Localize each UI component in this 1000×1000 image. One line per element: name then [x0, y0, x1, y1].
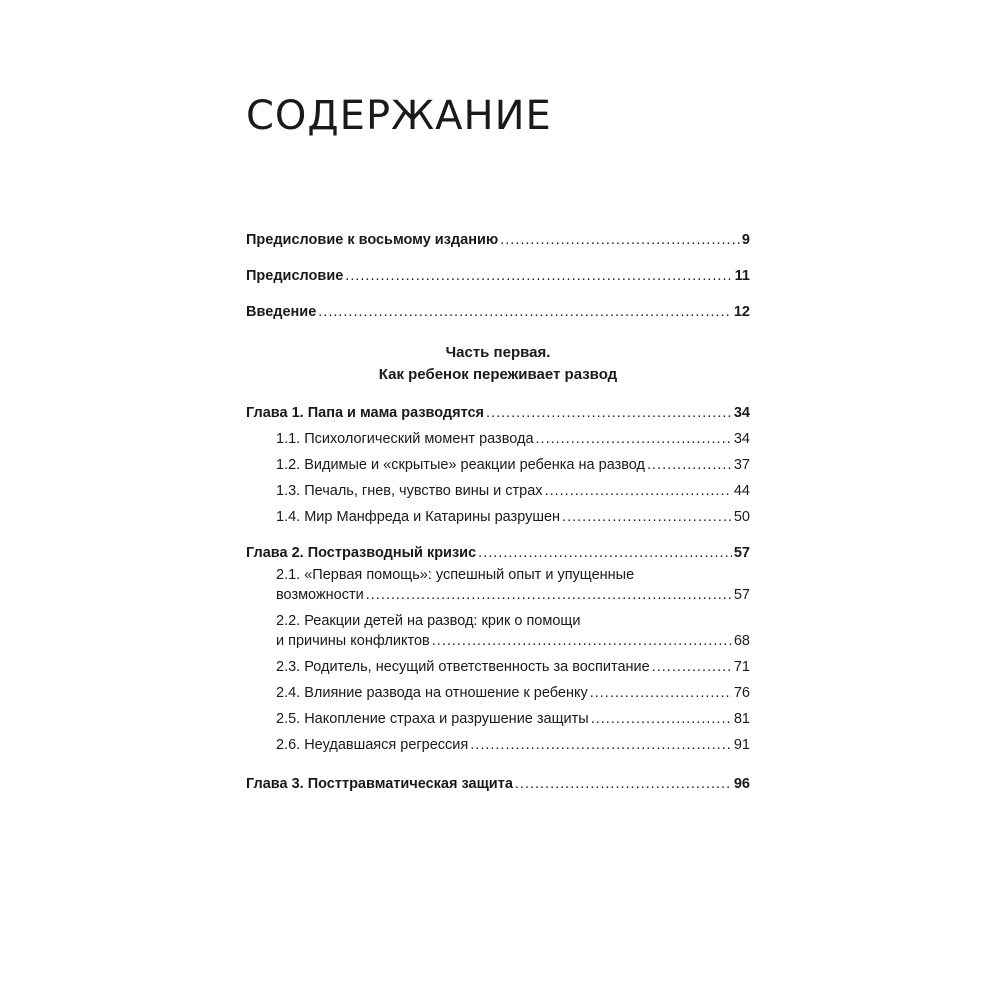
toc-entry-foreword-eighth-edition[interactable] [246, 230, 750, 250]
toc-front-matter [246, 230, 750, 322]
toc-section-entry-multiline[interactable] [246, 611, 750, 651]
toc-section-entry-multiline[interactable] [246, 565, 750, 605]
toc-entry-page: 57 [733, 587, 750, 603]
toc-entry-foreword[interactable] [246, 266, 750, 286]
toc-chapter-entry[interactable] [246, 543, 750, 563]
toc-section-entry[interactable] [246, 683, 750, 703]
dot-leader [318, 302, 732, 322]
toc-entry-page: 12 [733, 304, 750, 320]
toc-chapter-2 [246, 543, 750, 755]
toc-entry-title: и причины конфликтов [276, 633, 430, 649]
toc-chapter-entry[interactable] [246, 774, 750, 794]
toc-entry-page: 37 [733, 457, 750, 473]
toc-section-entry[interactable] [246, 507, 750, 527]
dot-leader [432, 631, 732, 651]
toc-entry-title: 2.5. Накопление страха и разрушение защиты [276, 711, 589, 727]
toc-entry-title: 1.1. Психологический момент развода [276, 431, 534, 447]
toc-section-entry[interactable] [246, 709, 750, 729]
toc-entry-page: 57 [733, 545, 750, 561]
toc-entry-title: возможности [276, 587, 364, 603]
toc-entry-title: Глава 1. Папа и мама разводятся [246, 405, 485, 421]
dot-leader [345, 266, 732, 286]
dot-leader [536, 429, 732, 449]
toc-entry-last-line [246, 585, 750, 605]
dot-leader [545, 481, 732, 501]
toc-entry-title: Глава 2. Постразводный кризис [246, 545, 477, 561]
toc-entry-page: 50 [733, 509, 750, 525]
part-number: Часть первая. [445, 344, 551, 361]
toc-entry-title-line1: 2.2. Реакции детей на развод: крик о помощи [276, 613, 581, 629]
dot-leader [591, 709, 732, 729]
dot-leader [486, 403, 732, 423]
toc-entry-page: 68 [733, 633, 750, 649]
toc-entry-title: Предисловие к восьмому изданию [246, 232, 499, 248]
toc-entry-page: 71 [733, 659, 750, 675]
toc-entry-introduction[interactable] [246, 302, 750, 322]
toc-chapter-1 [246, 403, 750, 527]
toc-entry-page: 34 [733, 431, 750, 447]
dot-leader [470, 735, 732, 755]
dot-leader [500, 230, 740, 250]
toc-entry-page: 96 [733, 776, 750, 792]
toc-section-entry[interactable] [246, 455, 750, 475]
toc-entry-page: 34 [733, 405, 750, 421]
toc-chapter-3 [246, 774, 750, 794]
toc-entry-title: 2.6. Неудавшаяся регрессия [276, 737, 469, 753]
toc-entry-title: 1.4. Мир Манфреда и Катарины разрушен [276, 509, 561, 525]
dot-leader [590, 683, 732, 703]
part-heading [246, 342, 750, 386]
toc-section-entry[interactable] [246, 429, 750, 449]
toc-entry-page: 9 [741, 232, 750, 248]
toc-entry-title: 1.3. Печаль, гнев, чувство вины и страх [276, 483, 543, 499]
toc-entry-title: Предисловие [246, 268, 344, 284]
dot-leader [647, 455, 732, 475]
dot-leader [652, 657, 732, 677]
dot-leader [562, 507, 732, 527]
toc-entry-page: 76 [733, 685, 750, 701]
toc-entry-title: Глава 3. Посттравматическая защита [246, 776, 513, 792]
toc-entry-page: 91 [733, 737, 750, 753]
toc-section-entry[interactable] [246, 481, 750, 501]
toc-entry-title: 2.3. Родитель, несущий ответственность за воспитание [276, 659, 650, 675]
toc-entry-title: Введение [246, 304, 317, 320]
toc-section-entry[interactable] [246, 735, 750, 755]
dot-leader [366, 585, 732, 605]
toc-entry-last-line [246, 631, 750, 651]
page-title: СОДЕРЖАНИЕ [246, 93, 552, 139]
toc-entry-title-line1: 2.1. «Первая помощь»: успешный опыт и упущенные [276, 567, 635, 583]
dot-leader [478, 543, 732, 563]
toc-entry-title: 1.2. Видимые и «скрытые» реакции ребенка на развод [276, 457, 645, 473]
toc-entry-title: 2.4. Влияние развода на отношение к ребенку [276, 685, 588, 701]
part-title: Как ребенок переживает развод [378, 366, 618, 383]
toc-entry-page: 11 [734, 268, 750, 284]
toc-section-entry[interactable] [246, 657, 750, 677]
dot-leader [515, 774, 732, 794]
toc-chapter-entry[interactable] [246, 403, 750, 423]
toc-entry-page: 44 [733, 483, 750, 499]
toc-entry-page: 81 [733, 711, 750, 727]
